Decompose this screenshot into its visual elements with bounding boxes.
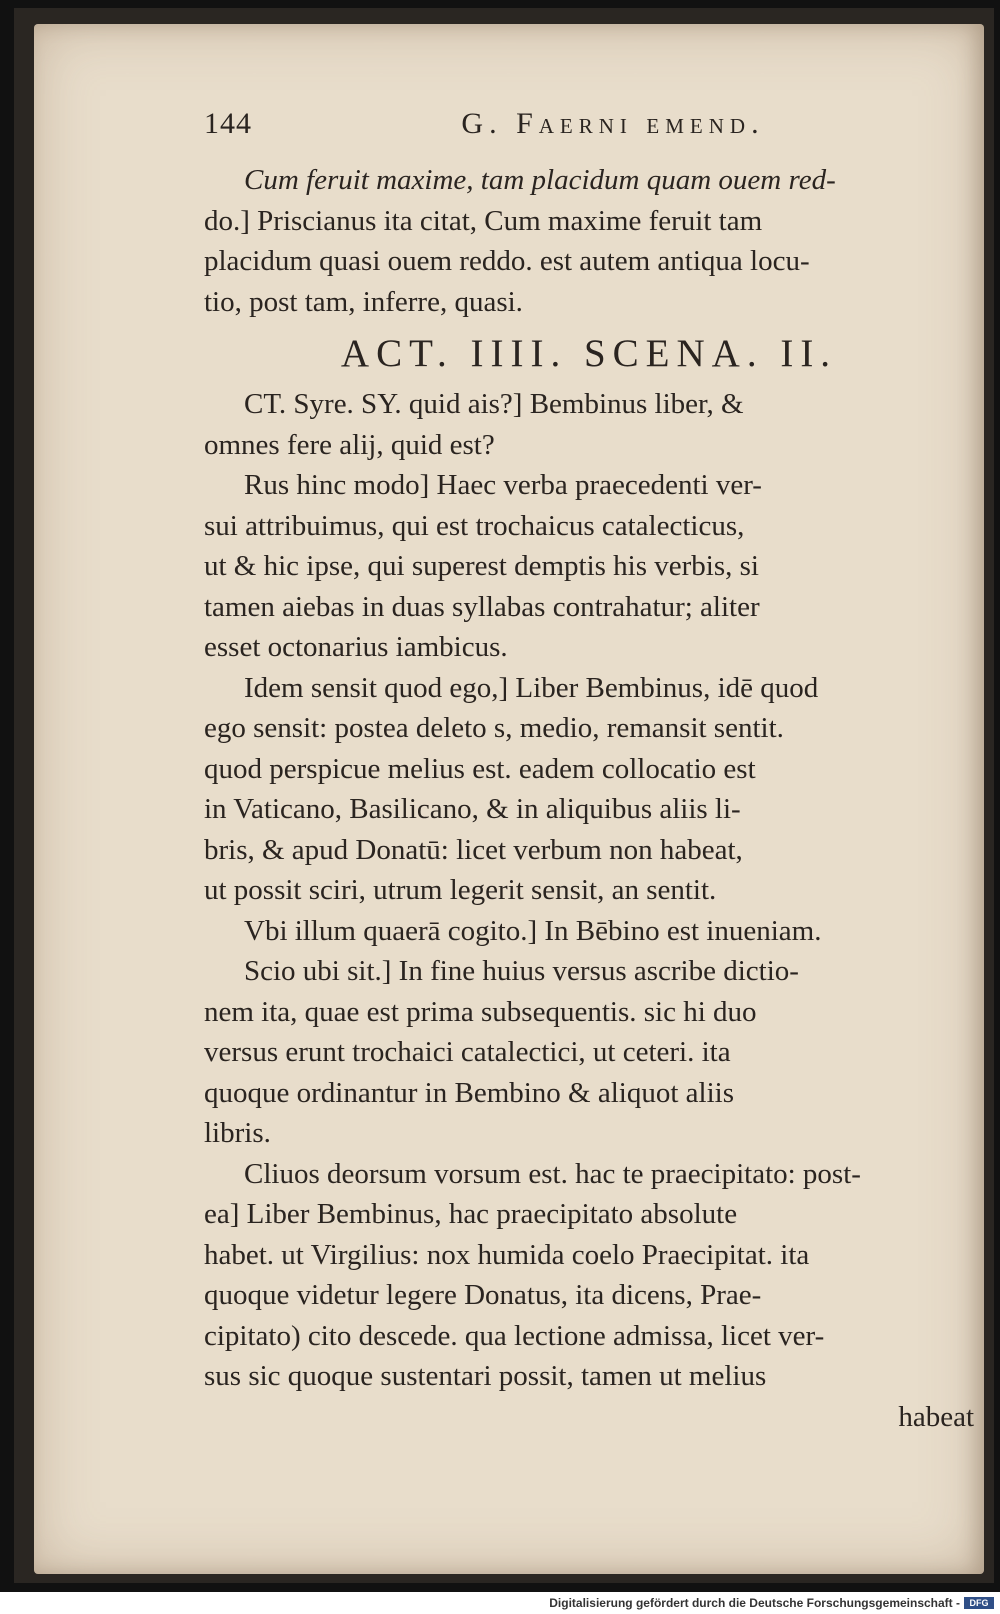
section-heading: ACT. IIII. SCENA. II. [340,332,838,375]
text-line: sui attribuimus, qui est trochaicus catalecticus, [204,509,745,542]
text-line: Scio ubi sit.] In fine huius versus ascribe dictio- [244,955,799,987]
text-line: quoque videtur legere Donatus, ita dicens, Prae- [204,1279,762,1311]
text-line: Idem sensit quod ego,] Liber Bembinus, idē quod [244,671,819,704]
book-page [34,24,984,1574]
text-line: esset octonarius iambicus. [204,631,508,663]
text-line: tio, post tam, inferre, quasi. [204,285,523,318]
text-line: ego sensit: postea deleto s, medio, remansit sentit. [204,712,784,744]
text-line: Cum feruit maxime, tam placidum quam ouem red- [244,164,836,196]
page-header [204,104,974,160]
text-line: ut possit sciri, utrum legerit sensit, an sentit. [204,874,717,906]
funding-credit: Digitalisierung gefördert durch die Deutsche Forschungsgemeinschaft - [549,1596,960,1610]
text-line: ea] Liber Bembinus, hac praecipitato absolute [204,1198,738,1230]
text-line: quod perspicue melius est. eadem collocatio est [204,752,756,785]
text-line: nem ita, quae est prima subsequentis. sic hi duo [204,995,757,1028]
text-line: Cliuos deorsum vorsum est. hac te praecipitato: post- [244,1157,861,1190]
text-line: Vbi illum quaerā cogito.] In Bēbino est inueniam. [244,914,822,947]
text-line: tamen aiebas in duas syllabas contrahatur; aliter [204,590,760,623]
dfg-logo: DFG [964,1597,994,1609]
text-line: placidum quasi ouem reddo. est autem antiqua locu- [204,245,810,277]
running-title: G. Faerni emend. [461,107,765,140]
page-text-block [204,104,974,1437]
text-line: versus erunt trochaici catalectici, ut ceteri. ita [204,1036,731,1068]
text-line: sus sic quoque sustentari possit, tamen ut melius [204,1360,767,1392]
text-line: Rus hinc modo] Haec verba praecedenti ver- [244,469,762,501]
catchword: habeat [898,1400,974,1433]
page-number: 144 [204,107,252,140]
text-line: cipitato) cito descede. qua lectione admissa, licet ver- [204,1319,825,1352]
text-line: quoque ordinantur in Bembino & aliquot aliis [204,1076,734,1109]
text-line: CT. Syre. SY. quid ais?] Bembinus liber, & [244,388,744,420]
text-line: do.] Priscianus ita citat, Cum maxime feruit tam [204,204,763,237]
text-line: habet. ut Virgilius: nox humida coelo Praecipitat. ita [204,1238,810,1271]
text-line: ut & hic ipse, qui superest demptis his verbis, si [204,550,759,582]
text-line: bris, & apud Donatū: licet verbum non habeat, [204,833,743,866]
text-line: in Vaticano, Basilicano, & in aliquibus aliis li- [204,793,741,825]
text-line: omnes fere alij, quid est? [204,428,495,461]
text-line: libris. [204,1117,271,1149]
digitization-footer [0,1592,1000,1614]
